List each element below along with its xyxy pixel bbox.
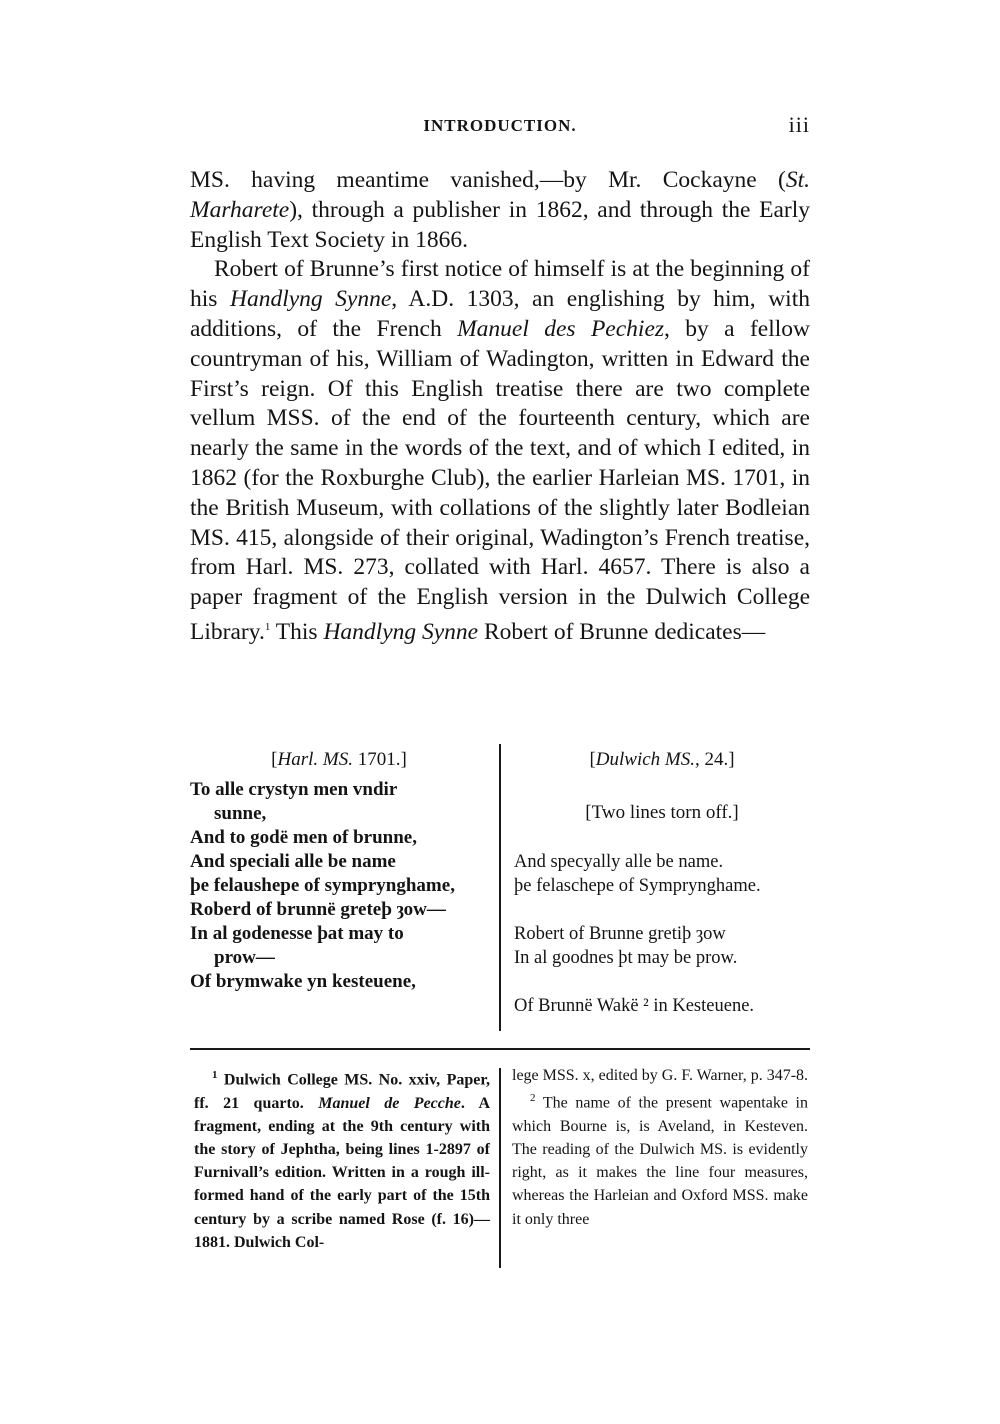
heading-ms-number: 1701.] [352, 749, 407, 770]
footnote-rule [190, 1048, 810, 1050]
column-divider [499, 1068, 501, 1268]
verse-line [190, 922, 488, 970]
footnote-1-continued: lege MSS. x, edited by G. F. Warner, p. 347-8. [512, 1067, 809, 1084]
verse-continuation: prow— [214, 947, 275, 968]
heading-bracket: [ [589, 749, 596, 770]
footnote-text: Dulwich College MS. No. xxiv, Paper, ff. 21 quarto. [194, 1071, 490, 1112]
footnote-column-right [512, 1064, 808, 1231]
italic-title: St. Marharete [190, 167, 810, 223]
column-divider [499, 744, 501, 1031]
running-head [190, 112, 810, 142]
verse-line: And speciali alle be name [190, 851, 396, 872]
paragraph-2 [190, 255, 810, 647]
verse-text: In al godenesse þat may to [190, 923, 404, 944]
body-text [190, 166, 810, 648]
verse-line: And to godë men of brunne, [190, 827, 417, 848]
harleian-verse-column [190, 740, 488, 994]
italic-title: Handlyng Synne [323, 618, 479, 645]
paragraph-1 [190, 166, 810, 255]
verse-line: In al goodnes þt may be prow. [514, 948, 738, 968]
running-title: INTRODUCTION. [423, 116, 577, 135]
footnote-2 [512, 1087, 808, 1231]
heading-ms-name: Dulwich MS. [595, 749, 695, 770]
italic-title: Manuel des Pechiez [457, 315, 665, 342]
parallel-verse [190, 740, 810, 1040]
footnote-column-left [194, 1064, 490, 1254]
dulwich-verse-column [514, 740, 810, 1018]
heading-ms-number: , 24.] [694, 749, 735, 770]
footnote-marker: 2 [530, 1092, 536, 1105]
verse-line [190, 778, 488, 826]
footnote-reference: 1 [264, 620, 271, 633]
text-span: This [270, 618, 324, 645]
verse-continuation: sunne, [214, 803, 267, 824]
heading-ms-name: Harl. MS. [277, 749, 353, 770]
verse-line: þe felaushepe of symprynghame, [190, 875, 455, 896]
heading-bracket: [ [271, 749, 278, 770]
verse-line: And specyally alle be name. [514, 852, 724, 872]
text-span: , A.D. 1303, an englishing by him, with additions, of the French [190, 286, 810, 342]
verse-line: Robert of Brunne gretiþ ȝow [514, 924, 726, 944]
footnote-marker: 1 [212, 1069, 218, 1081]
torn-lines-note: [Two lines torn off.] [585, 802, 739, 823]
footnote-text: . A fragment, ending at the 9th century with the story of Jephtha, being lines 1-2897 of Furnivall’s edition. Written in a rough ill-formed hand of the early part of the 15th century by a scribe named Rose (f. 16)—1881. Dulwich Col- [194, 1094, 491, 1251]
text-span: MS. having meantime vanished,—by Mr. Cockayne ( [190, 167, 786, 193]
verse-line: Of brymwake yn kesteuene, [190, 971, 416, 992]
verse-line: Of Brunnë Wakë ² in Kesteuene. [514, 996, 755, 1016]
text-span: ), through a publisher in 1862, and through the Early English Text Society in 1866. [190, 196, 810, 253]
verse-column-heading [190, 740, 488, 778]
verse-line: þe felaschepe of Symprynghame. [514, 876, 761, 896]
text-span: Robert of Brunne dedicates— [478, 618, 766, 645]
text-span: Robert of Brunne’s first notice of himself is at the beginning of his [190, 256, 810, 313]
book-page [190, 0, 810, 1424]
italic-title: Handlyng Synne [229, 286, 392, 313]
italic-title: Manuel de Pecche [318, 1094, 461, 1112]
footnotes [190, 1064, 810, 1279]
page-number: iii [788, 112, 810, 137]
verse-column-heading [514, 740, 810, 778]
verse-text: To alle crystyn men vndir [190, 779, 398, 800]
footnote-text: The name of the present wapentake in which Bourne is, is Aveland, in Kesteven. The reading of the Dulwich MS. is evidently right, as it makes the line four measures, whereas the Harleian and Oxford MSS. make it only three [512, 1094, 809, 1228]
footnote-1 [194, 1064, 490, 1254]
text-span: , by a fellow countryman of his, William of Wadington, written in Edward the First’s reign. Of this English treatise there are two complete vellum MSS. of the end of the fourteenth century, which are nearly the same in the words of the text, and of which I edited, in 1862 (for the Roxburghe Club), the earlier Harleian MS. 1701, in the British Museum, with collations of the slightly later Bodleian MS. 415, alongside of their original, Wadington’s French treatise, from Harl. MS. 273, collated with Harl. 4657. There is also a paper fragment of the English version in the Dulwich College Library. [190, 315, 810, 645]
verse-line: Roberd of brunnë greteþ ȝow— [190, 899, 446, 920]
